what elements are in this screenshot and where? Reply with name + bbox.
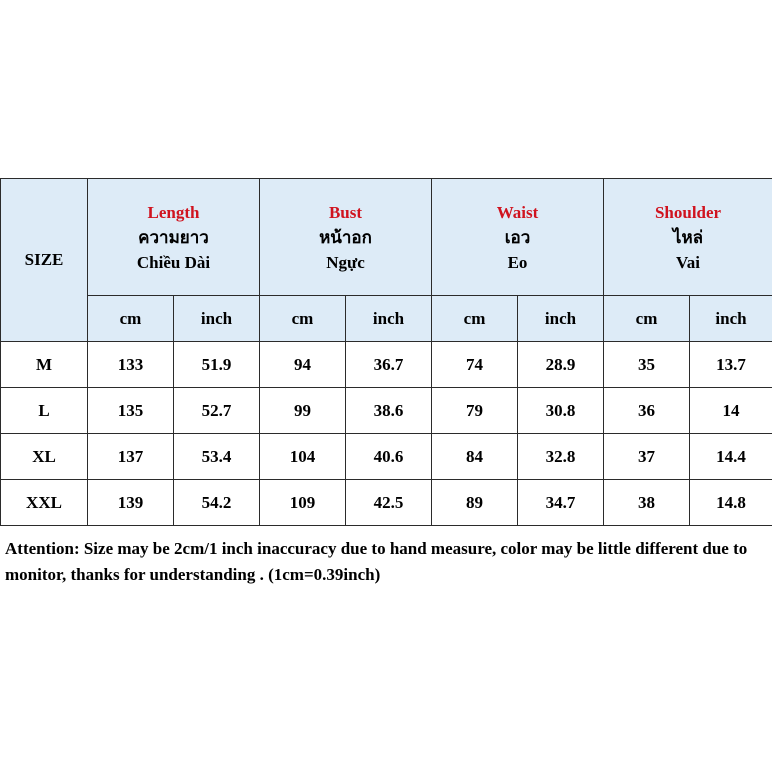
value-cell: 36	[604, 388, 690, 434]
group-title-vi: Eo	[507, 252, 528, 272]
value-cell: 37	[604, 434, 690, 480]
value-cell: 74	[432, 342, 518, 388]
size-cell: L	[1, 388, 88, 434]
value-cell: 28.9	[518, 342, 604, 388]
value-cell: 133	[88, 342, 174, 388]
group-header-length	[88, 179, 260, 296]
group-title-en: Bust	[328, 202, 363, 222]
unit-header-cell: inch	[346, 296, 432, 342]
value-cell: 104	[260, 434, 346, 480]
value-cell: 137	[88, 434, 174, 480]
value-cell: 51.9	[174, 342, 260, 388]
value-cell: 139	[88, 480, 174, 526]
value-cell: 99	[260, 388, 346, 434]
value-cell: 38.6	[346, 388, 432, 434]
value-cell: 35	[604, 342, 690, 388]
size-column-header: SIZE	[1, 179, 88, 342]
size-cell: M	[1, 342, 88, 388]
value-cell: 89	[432, 480, 518, 526]
unit-header-cell: cm	[88, 296, 174, 342]
value-cell: 14.4	[690, 434, 772, 480]
group-header-waist	[432, 179, 604, 296]
table-row	[1, 434, 772, 480]
table-row	[1, 388, 772, 434]
group-title-en: Waist	[496, 202, 539, 222]
unit-header-cell: cm	[260, 296, 346, 342]
value-cell: 79	[432, 388, 518, 434]
unit-header-cell: inch	[174, 296, 260, 342]
value-cell: 14.8	[690, 480, 772, 526]
value-cell: 32.8	[518, 434, 604, 480]
unit-header-cell: cm	[604, 296, 690, 342]
group-title-vi: Chiều Dài	[136, 252, 211, 272]
value-cell: 54.2	[174, 480, 260, 526]
group-title-vi: Ngực	[326, 252, 365, 272]
group-title-en: Shoulder	[654, 202, 722, 222]
value-cell: 53.4	[174, 434, 260, 480]
group-title-vi: Vai	[676, 252, 700, 272]
unit-header-cell: cm	[432, 296, 518, 342]
table-row	[1, 480, 772, 526]
group-header-row	[1, 179, 772, 296]
unit-header-row	[1, 296, 772, 342]
group-header-bust	[260, 179, 432, 296]
group-title-th: ไหล่	[672, 227, 704, 247]
value-cell: 84	[432, 434, 518, 480]
table-row	[1, 342, 772, 388]
value-cell: 109	[260, 480, 346, 526]
value-cell: 14	[690, 388, 772, 434]
size-chart-table	[0, 178, 772, 526]
value-cell: 135	[88, 388, 174, 434]
value-cell: 36.7	[346, 342, 432, 388]
group-header-shoulder	[604, 179, 772, 296]
value-cell: 40.6	[346, 434, 432, 480]
group-title-th: เอว	[504, 227, 531, 247]
value-cell: 13.7	[690, 342, 772, 388]
value-cell: 94	[260, 342, 346, 388]
value-cell: 38	[604, 480, 690, 526]
size-cell: XXL	[1, 480, 88, 526]
attention-note: Attention: Size may be 2cm/1 inch inaccuracy due to hand measure, color may be little different due to monitor, thanks for understanding . (1cm=0.39inch)	[5, 539, 748, 584]
value-cell: 34.7	[518, 480, 604, 526]
group-title-en: Length	[147, 202, 200, 222]
group-title-th: ความยาว	[138, 227, 209, 247]
unit-header-cell: inch	[518, 296, 604, 342]
size-cell: XL	[1, 434, 88, 480]
group-title-th: หน้าอก	[319, 227, 372, 247]
value-cell: 30.8	[518, 388, 604, 434]
value-cell: 42.5	[346, 480, 432, 526]
unit-header-cell: inch	[690, 296, 772, 342]
value-cell: 52.7	[174, 388, 260, 434]
